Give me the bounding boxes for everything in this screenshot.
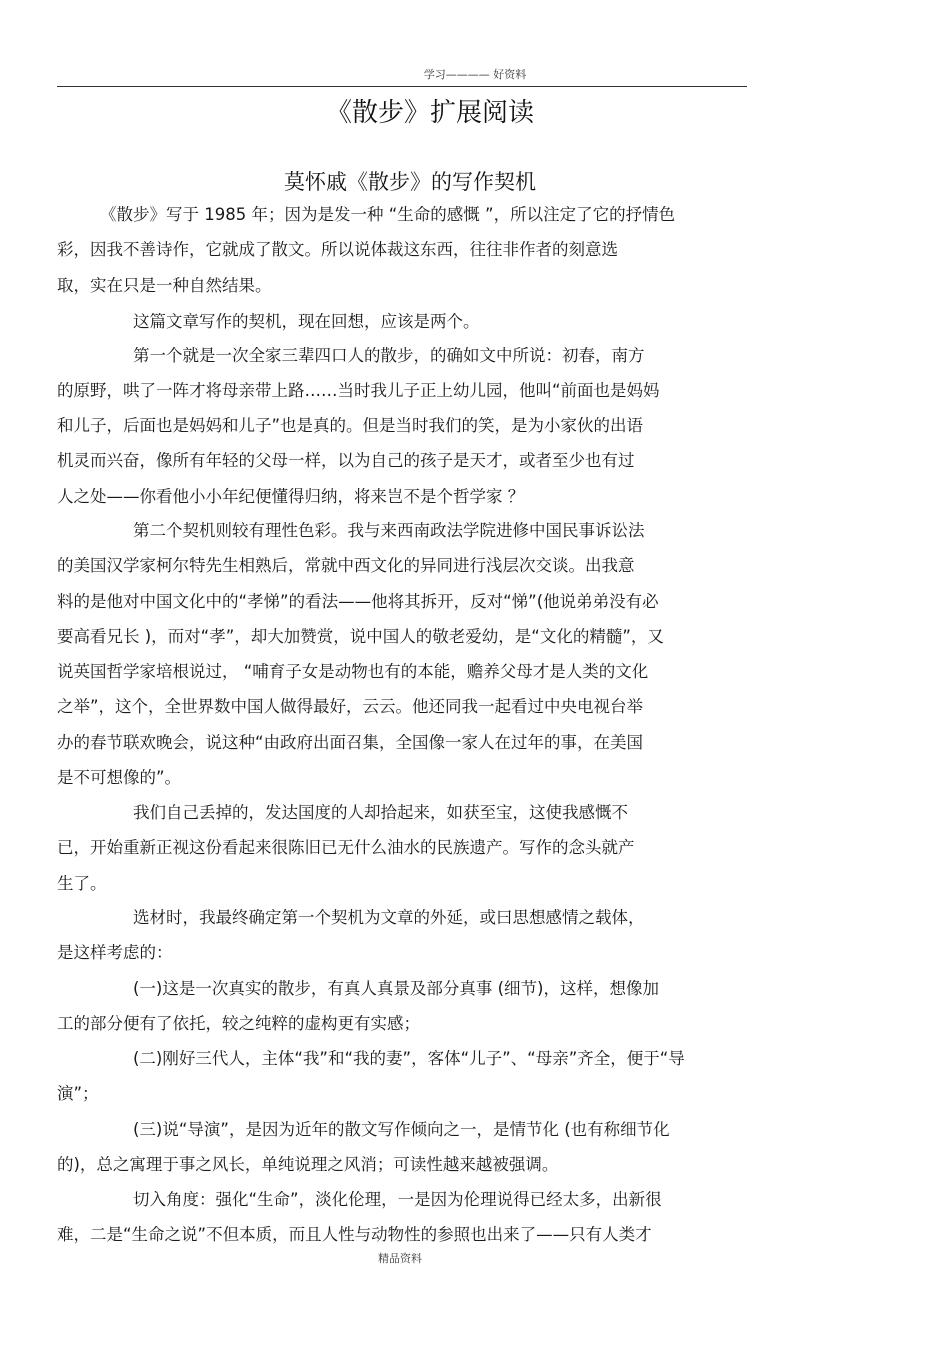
page-footer: 精品资料	[378, 1252, 422, 1265]
header-divider	[57, 86, 747, 87]
page-header: 学习———— 好资料	[423, 68, 527, 81]
text-line: 的原野，哄了一阵才将母亲带上路……当时我儿子正上幼儿园，他叫“前面也是妈妈	[57, 381, 660, 400]
text-line: 第二个契机则较有理性色彩。我与来西南政法学院进修中国民事诉讼法	[133, 521, 645, 540]
text-line: 是不可想像的”。	[57, 768, 182, 787]
text-line: 是这样考虑的：	[57, 943, 173, 962]
text-line: 《散步》写于 1985 年；因为是发一种 “生命的感慨 ”，所以注定了它的抒情色	[100, 205, 676, 224]
text-line: (一)这是一次真实的散步，有真人真景及部分真事 (细节)，这样，想像加	[133, 979, 659, 998]
text-line: 料的是他对中国文化中的“孝悌”的看法——他将其拆开，反对“悌”(他说弟弟没有必	[57, 592, 659, 611]
text-line: 彩，因我不善诗作，它就成了散文。所以说体裁这东西，往往非作者的刻意选	[57, 240, 618, 259]
text-line: 和儿子，后面也是妈妈和儿子”也是真的。但是当时我们的笑，是为小家伙的出语	[57, 416, 644, 435]
text-line: 要高看兄长 )，而对“孝”，却大加赞赏，说中国人的敬老爱幼，是“文化的精髓”，又	[57, 627, 664, 646]
text-line: 第一个就是一次全家三辈四口人的散步，的确如文中所说：初春，南方	[133, 346, 645, 365]
text-line: 机灵而兴奋，像所有年轻的父母一样，以为自己的孩子是天才，或者至少也有过	[57, 451, 635, 470]
document-title: 《散步》扩展阅读	[325, 98, 534, 128]
text-line: 办的春节联欢晚会，说这种“由政府出面召集，全国像一家人在过年的事，在美国	[57, 733, 644, 752]
text-line: 之举”，这个，全世界数中国人做得最好，云云。他还同我一起看过中央电视台举	[57, 697, 644, 716]
text-line: (二)刚好三代人，主体“我”和“我的妻”，客体“儿子”、“母亲”齐全，便于“导	[133, 1049, 685, 1068]
text-line: 生了。	[57, 874, 107, 893]
text-line: 工的部分便有了依托，较之纯粹的虚构更有实感；	[57, 1014, 420, 1033]
section-subtitle: 莫怀戚《散步》的写作契机	[284, 170, 536, 194]
text-line: 我们自己丢掉的，发达国度的人却拾起来，如获至宝，这使我感慨不	[133, 803, 628, 822]
text-line: 演”；	[57, 1084, 99, 1103]
text-line: 的美国汉学家柯尔特先生相熟后，常就中西文化的异同进行浅层次交谈。出我意	[57, 556, 635, 575]
text-line: 取，实在只是一种自然结果。	[57, 276, 272, 295]
text-line: 难，二是“生命之说”不但本质，而且人性与动物性的参照也出来了——只有人类才	[57, 1225, 652, 1244]
text-line: 这篇文章写作的契机，现在回想，应该是两个。	[133, 312, 480, 331]
text-line: 已，开始重新正视这份看起来很陈旧已无什么油水的民族遗产。写作的念头就产	[57, 838, 635, 857]
text-line: (三)说“导演”，是因为近年的散文写作倾向之一，是情节化 (也有称细节化	[133, 1120, 670, 1139]
text-line: 选材时，我最终确定第一个契机为文章的外延，或曰思想感情之载体，	[133, 908, 645, 927]
text-line: 人之处——你看他小小年纪便懂得归纳，将来岂不是个哲学家 ？	[57, 487, 525, 506]
text-line: 说英国哲学家培根说过， “哺育子女是动物也有的本能，赡养父母才是人类的文化	[57, 662, 649, 681]
text-line: 切入角度：强化“生命”，淡化伦理，一是因为伦理说得已经太多，出新很	[133, 1190, 662, 1209]
text-line: 的)，总之寓理于事之风长，单纯说理之风消；可读性越来越被强调。	[57, 1155, 559, 1174]
